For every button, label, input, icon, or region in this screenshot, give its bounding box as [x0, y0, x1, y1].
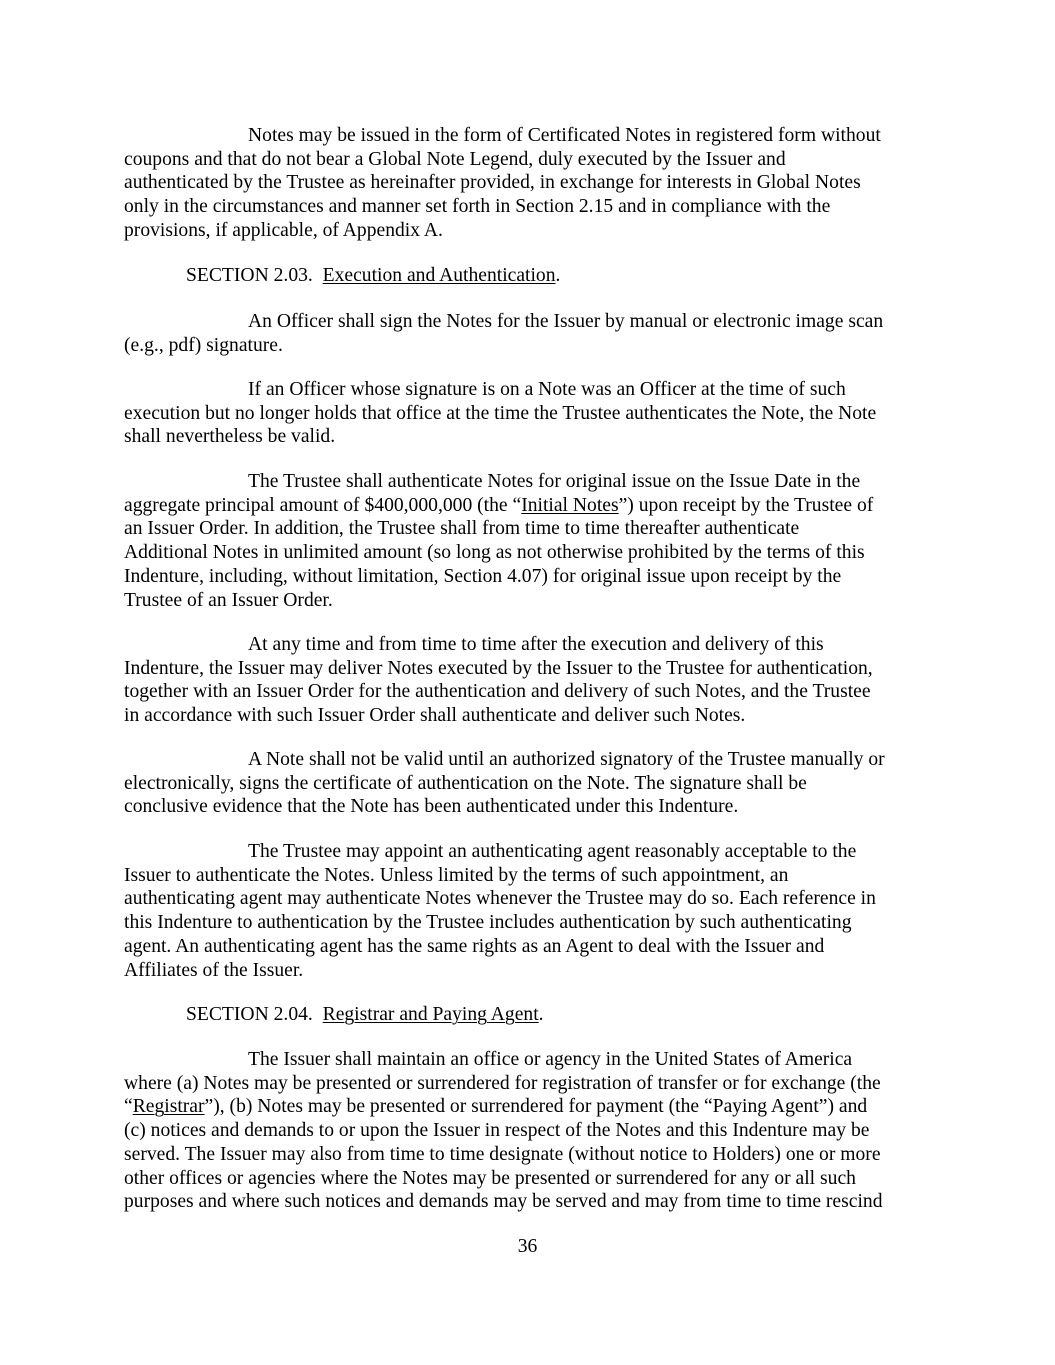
text-line: Indenture, including, without limitation, Section 4.07) for original issue upon receipt by the	[124, 565, 842, 587]
paragraph-initial-notes	[124, 470, 944, 612]
defined-term-initial-notes: Initial Notes	[521, 494, 619, 516]
text-line: The Issuer shall maintain an office or agency in the United States of America	[248, 1049, 853, 1070]
section-title: Execution and Authentication	[322, 265, 556, 286]
text-line: authenticated by the Trustee as hereinafter provided, in exchange for interests in Global Notes	[124, 172, 861, 194]
text-line: Additional Notes in unlimited amount (so long as not otherwise prohibited by the terms of this	[124, 542, 865, 564]
section-title: Registrar and Paying Agent	[322, 1004, 539, 1025]
text-line: provisions, if applicable, of Appendix A.	[124, 219, 443, 241]
text-line: The Trustee may appoint an authenticating agent reasonably acceptable to the	[248, 841, 857, 862]
text-segment: “	[124, 1096, 133, 1118]
text-line: A Note shall not be valid until an authorized signatory of the Trustee manually or	[248, 749, 885, 770]
text-line: purposes and where such notices and demands may be served and may from time to time rescind	[124, 1191, 883, 1213]
text-segment: aggregate principal amount of $400,000,000 (the “	[124, 494, 522, 516]
text-line: Indenture, the Issuer may deliver Notes executed by the Issuer to the Trustee for authentication,	[124, 657, 873, 679]
paragraph-certificated-notes	[124, 124, 944, 243]
paragraph-registrar-paying-agent	[124, 1048, 944, 1214]
text-line: where (a) Notes may be presented or surrendered for registration of transfer or for exchange (the	[124, 1072, 881, 1094]
text-line: together with an Issuer Order for the authentication and delivery of such Notes, and the Trustee	[124, 681, 871, 703]
text-line: (c) notices and demands to or upon the Issuer in respect of the Notes and this Indenture may be	[124, 1120, 870, 1142]
text-line: (e.g., pdf) signature.	[124, 334, 283, 356]
text-line: Trustee of an Issuer Order.	[124, 589, 333, 611]
section-title-end: .	[555, 265, 561, 286]
text-line: only in the circumstances and manner set forth in Section 2.15 and in compliance with the	[124, 196, 831, 218]
paragraph-issuer-delivery	[124, 633, 944, 728]
paragraph-officer-signature	[124, 310, 944, 357]
text-line: An Officer shall sign the Notes for the Issuer by manual or electronic image scan	[248, 311, 884, 332]
text-line: If an Officer whose signature is on a Note was an Officer at the time of such	[248, 379, 846, 400]
text-line: electronically, signs the certificate of authentication on the Note. The signature shall be	[124, 772, 807, 794]
section-title-end: .	[538, 1004, 544, 1025]
section-heading-2-04	[124, 1003, 944, 1027]
text-line	[124, 494, 944, 518]
text-line: an Issuer Order. In addition, the Trustee shall from time to time thereafter authenticate	[124, 518, 800, 540]
section-number: SECTION 2.03.	[186, 265, 313, 286]
paragraph-note-validity	[124, 748, 944, 819]
section-heading-2-03	[124, 264, 944, 288]
text-line: coupons and that do not bear a Global Note Legend, duly executed by the Issuer and	[124, 148, 786, 170]
section-number: SECTION 2.04.	[186, 1004, 313, 1025]
text-line: Notes may be issued in the form of Certificated Notes in registered form without	[248, 125, 881, 146]
text-line: Issuer to authenticate the Notes. Unless limited by the terms of such appointment, an	[124, 864, 789, 886]
text-segment: ”), (b) Notes may be presented or surrendered for payment (the “Paying Agent”) and	[204, 1096, 868, 1118]
text-line: served. The Issuer may also from time to time designate (without notice to Holders) one or more	[124, 1143, 881, 1165]
page-number: 36	[517, 1236, 538, 1257]
text-segment: ”) upon receipt by the Trustee of	[618, 494, 874, 516]
text-line: in accordance with such Issuer Order shall authenticate and deliver such Notes.	[124, 705, 746, 727]
text-line: conclusive evidence that the Note has been authenticated under this Indenture.	[124, 796, 739, 818]
text-line: shall nevertheless be valid.	[124, 426, 336, 448]
text-line: authenticating agent may authenticate Notes whenever the Trustee may do so. Each reference in	[124, 888, 876, 910]
text-line: execution but no longer holds that office at the time the Trustee authenticates the Note, the Note	[124, 402, 877, 424]
paragraph-authenticating-agent	[124, 840, 944, 982]
text-line: Affiliates of the Issuer.	[124, 959, 304, 981]
defined-term-registrar: Registrar	[132, 1096, 205, 1118]
text-line: At any time and from time to time after the execution and delivery of this	[248, 634, 824, 655]
paragraph-former-officer	[124, 378, 944, 449]
text-line: The Trustee shall authenticate Notes for original issue on the Issue Date in the	[248, 471, 861, 492]
text-line: other offices or agencies where the Notes may be presented or surrendered for any or all such	[124, 1167, 856, 1189]
text-line: agent. An authenticating agent has the same rights as an Agent to deal with the Issuer and	[124, 935, 825, 957]
text-line: this Indenture to authentication by the Trustee includes authentication by such authenticating	[124, 912, 852, 934]
text-line	[124, 1095, 944, 1119]
